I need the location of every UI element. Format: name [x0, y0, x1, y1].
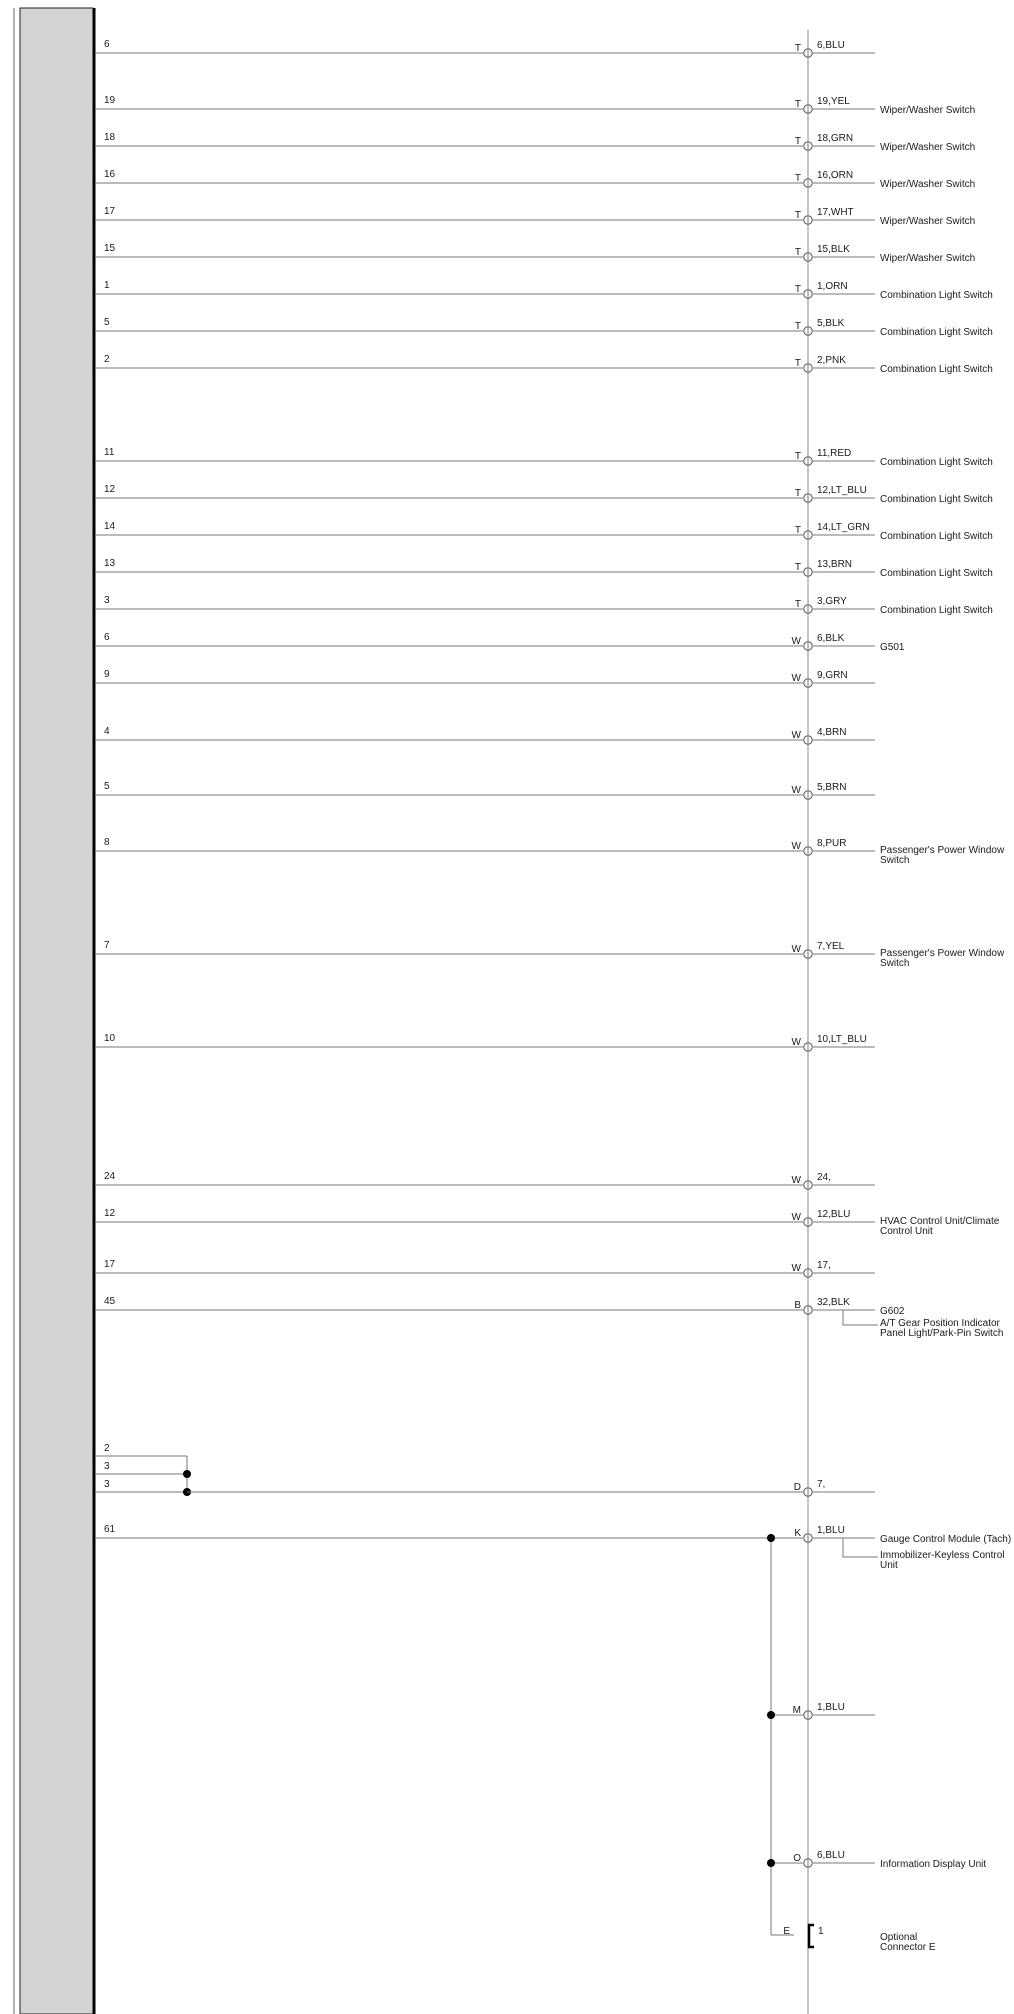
- connector-id-label: W: [791, 1175, 801, 1186]
- module-pin-label: 24: [104, 1171, 116, 1182]
- terminal-dest-label: 18,GRN: [817, 133, 854, 144]
- terminal-dest-label: 7,YEL: [817, 941, 845, 952]
- connector-id-label: T: [794, 488, 801, 499]
- destination-label: Information Display Unit: [880, 1859, 987, 1870]
- module-pin-label: 17: [104, 1259, 116, 1270]
- terminal-dest-label: 14,LT_GRN: [817, 522, 870, 533]
- connector-id-label: T: [794, 43, 801, 54]
- connector-id-label: T: [794, 173, 801, 184]
- connector-id-label: W: [791, 841, 801, 852]
- connector-id-label: T: [794, 451, 801, 462]
- connector-id-label: T: [794, 99, 801, 110]
- terminal-dest-label: 5,BRN: [817, 782, 847, 793]
- module-pin-label: 3: [104, 1479, 110, 1490]
- destination-label: G602: [880, 1306, 905, 1317]
- terminal-dest-label: 32,BLK: [817, 1297, 850, 1308]
- destination-label: Gauge Control Module (Tach): [880, 1534, 1012, 1545]
- connector-id-label: T: [794, 136, 801, 147]
- destination-label: A/T Gear Position Indicator: [880, 1318, 1000, 1329]
- connector-id-label: W: [791, 1212, 801, 1223]
- module-pin-label: 18: [104, 132, 116, 143]
- module-pin-label: 5: [104, 781, 110, 792]
- module-pin-label: 6: [104, 632, 110, 643]
- connector-id-label: B: [794, 1300, 801, 1311]
- terminal-dest-label: 6,BLK: [817, 633, 845, 644]
- terminal-dest-label: 12,LT_BLU: [817, 485, 867, 496]
- connector-id-label: W: [791, 673, 801, 684]
- connector-id-label: M: [792, 1705, 801, 1716]
- terminal-dest-label: 5,BLK: [817, 318, 845, 329]
- module-pin-label: 3: [104, 595, 110, 606]
- module-pin-label: 61: [104, 1524, 116, 1535]
- junction-dot: [767, 1534, 775, 1542]
- destination-label: Combination Light Switch: [880, 494, 993, 505]
- destination-label: Unit: [880, 1560, 898, 1571]
- diagram-frame: [14, 8, 808, 2014]
- connector-id-label: T: [794, 599, 801, 610]
- module-pin-label: 4: [104, 726, 110, 737]
- terminal-dest-label: 16,ORN: [817, 170, 854, 181]
- destination-label: Combination Light Switch: [880, 327, 993, 338]
- connector-id-label: T: [794, 358, 801, 369]
- destination-label: Combination Light Switch: [880, 605, 993, 616]
- control-module-body: [20, 8, 93, 2014]
- connector-id-label: W: [791, 730, 801, 741]
- connector-id-label: W: [791, 1037, 801, 1048]
- module-pin-label: 2: [104, 354, 110, 365]
- connector-id-label: T: [794, 525, 801, 536]
- terminal-dest-label: 9,GRN: [817, 670, 848, 681]
- optional-connector-bracket-icon: [809, 1925, 814, 1947]
- module-pin-label: 12: [104, 1208, 116, 1219]
- destination-label: G501: [880, 642, 905, 653]
- connector-id-label: K: [794, 1528, 801, 1539]
- terminal-dest-label: 2,PNK: [817, 355, 846, 366]
- terminal-dest-label: 12,BLU: [817, 1209, 851, 1220]
- connector-id-label: T: [794, 284, 801, 295]
- module-pin-label: 2: [104, 1443, 110, 1454]
- destination-label: Passenger's Power Window: [880, 845, 1005, 856]
- junction-dot: [183, 1470, 191, 1478]
- destination-label: Wiper/Washer Switch: [880, 142, 976, 153]
- destination-label: Control Unit: [880, 1226, 933, 1237]
- module-pin-label: 6: [104, 39, 110, 50]
- terminal-dest-label: 7,: [817, 1479, 826, 1490]
- connector-id-label: W: [791, 1263, 801, 1274]
- destination-label: Immobilizer-Keyless Control: [880, 1550, 1005, 1561]
- terminal-dest-label: 17,: [817, 1260, 831, 1271]
- connector-id-label: O: [793, 1853, 801, 1864]
- destination-label: Panel Light/Park-Pin Switch: [880, 1328, 1004, 1339]
- module-pin-label: 9: [104, 669, 110, 680]
- junction-dot: [767, 1859, 775, 1867]
- connector-id-label: T: [794, 210, 801, 221]
- destination-label: Combination Light Switch: [880, 290, 993, 301]
- terminal-dest-label: 3,GRY: [817, 596, 847, 607]
- destination-label: Optional: [880, 1932, 918, 1943]
- connector-id-label: W: [791, 944, 801, 955]
- destination-label: Connector E: [880, 1942, 936, 1953]
- module-pin-label: 3: [104, 1461, 110, 1472]
- module-pin-label: 5: [104, 317, 110, 328]
- module-pin-label: 45: [104, 1296, 116, 1307]
- terminal-dest-label: 11,RED: [817, 448, 852, 459]
- module-pin-label: 10: [104, 1033, 116, 1044]
- module-pin-label: 15: [104, 243, 116, 254]
- destination-label: Combination Light Switch: [880, 457, 993, 468]
- destination-label: Combination Light Switch: [880, 568, 993, 579]
- terminal-dest-label: 1: [818, 1926, 824, 1937]
- destination-label: Switch: [880, 855, 910, 866]
- module-pin-label: 19: [104, 95, 116, 106]
- connector-id-label: T: [794, 247, 801, 258]
- junction-dot: [767, 1711, 775, 1719]
- destination-label: Wiper/Washer Switch: [880, 105, 976, 116]
- module-pin-label: 17: [104, 206, 116, 217]
- module-pin-label: 12: [104, 484, 116, 495]
- destination-label: Switch: [880, 958, 910, 969]
- module-pin-label: 7: [104, 940, 110, 951]
- terminal-dest-label: 10,LT_BLU: [817, 1034, 867, 1045]
- connector-id-label: D: [793, 1482, 801, 1493]
- destination-label: Wiper/Washer Switch: [880, 253, 976, 264]
- connector-id-label: E: [783, 1926, 790, 1937]
- destination-label: Combination Light Switch: [880, 531, 993, 542]
- module-pin-label: 13: [104, 558, 116, 569]
- terminal-dest-label: 17,WHT: [817, 207, 854, 218]
- connector-id-label: T: [794, 562, 801, 573]
- terminal-dest-label: 6,BLU: [817, 1850, 845, 1861]
- module-pin-label: 11: [104, 447, 115, 458]
- terminal-dest-label: 1,ORN: [817, 281, 848, 292]
- module-pin-label: 14: [104, 521, 116, 532]
- destination-label: HVAC Control Unit/Climate: [880, 1216, 1000, 1227]
- connector-id-label: W: [791, 636, 801, 647]
- terminal-dest-label: 4,BRN: [817, 727, 847, 738]
- module-pin-label: 8: [104, 837, 110, 848]
- destination-label: Combination Light Switch: [880, 364, 993, 375]
- destination-label: Wiper/Washer Switch: [880, 179, 976, 190]
- connector-id-label: T: [794, 321, 801, 332]
- connector-id-label: W: [791, 785, 801, 796]
- module-pin-label: 1: [104, 280, 110, 291]
- terminal-dest-label: 1,BLU: [817, 1702, 845, 1713]
- destination-label: Wiper/Washer Switch: [880, 216, 976, 227]
- terminal-dest-label: 6,BLU: [817, 40, 845, 51]
- terminal-dest-label: 19,YEL: [817, 96, 850, 107]
- terminal-dest-label: 24,: [817, 1172, 831, 1183]
- terminal-dest-label: 1,BLU: [817, 1525, 845, 1536]
- module-pin-label: 16: [104, 169, 116, 180]
- terminal-dest-label: 15,BLK: [817, 244, 850, 255]
- destination-label: Passenger's Power Window: [880, 948, 1005, 959]
- terminal-dest-label: 8,PUR: [817, 838, 847, 849]
- terminal-dest-label: 13,BRN: [817, 559, 853, 570]
